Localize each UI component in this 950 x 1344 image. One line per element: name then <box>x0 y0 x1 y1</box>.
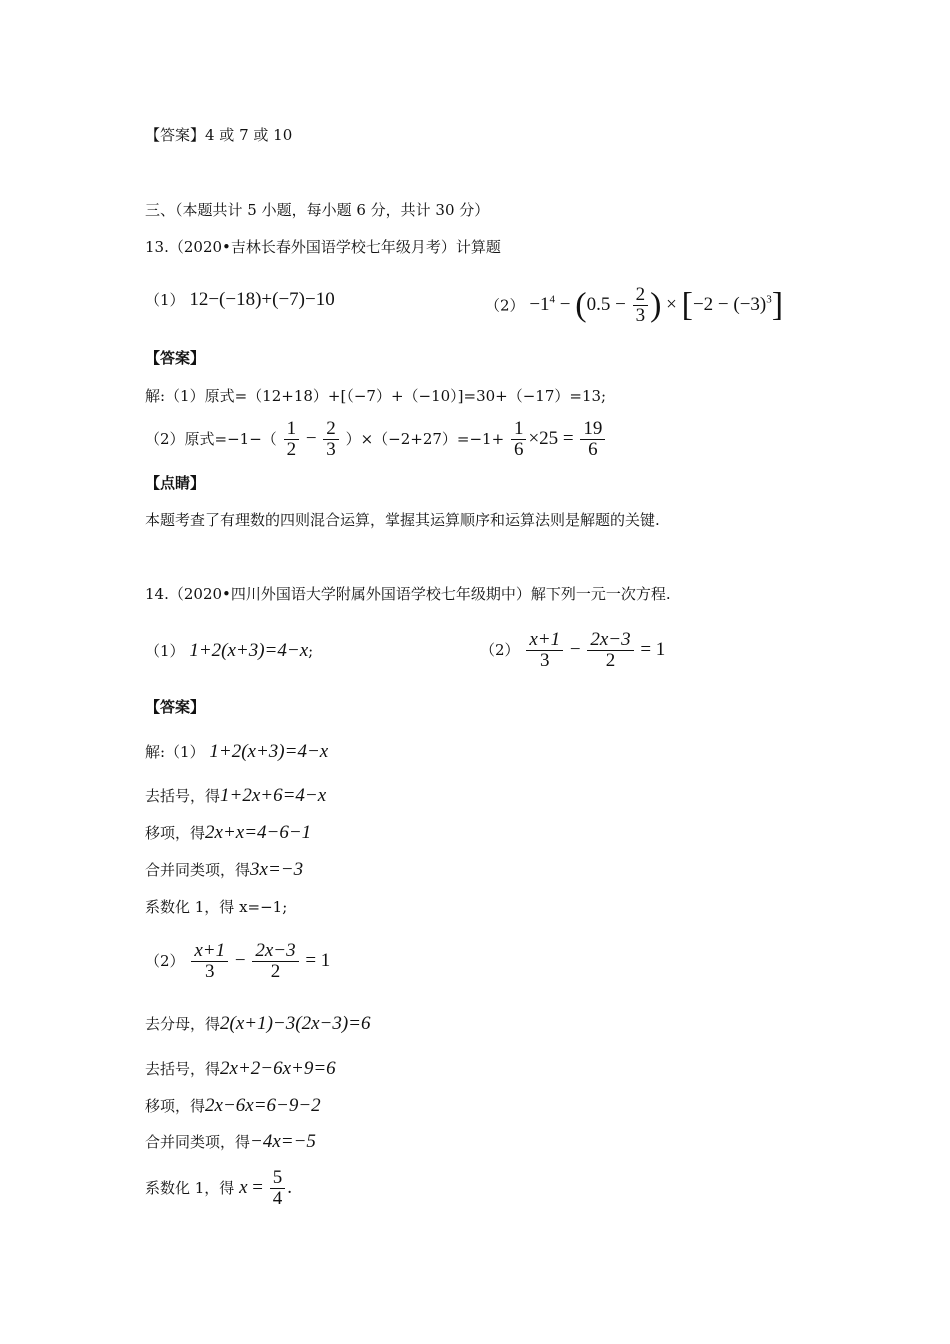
q14-step-5: 系数化 1，得 x=−1; <box>145 898 288 916</box>
q14-part2-step-3: 移项，得2x−6x=6−9−2 <box>145 1095 321 1116</box>
q14-part2-step-1: 去分母，得2(x+1)−3(2x−3)=6 <box>145 1013 371 1034</box>
q13-part2 <box>485 278 783 327</box>
q13-dianjing-text: 本题考查了有理数的四则混合运算，掌握其运算顺序和运算法则是解题的关键. <box>145 511 660 529</box>
q14-step-4: 合并同类项，得3x=−3 <box>145 859 304 880</box>
q14-answer-heading: 【答案】 <box>145 698 206 716</box>
q13-part1-expr: 12−(−18)+(−7)−10 <box>189 289 335 310</box>
q14-step-1: 解:（1） 1+2(x+3)=4−x <box>145 741 329 762</box>
q13-part2-expr: $-1^4 - (0.5$ − $\frac{2}{3}$ ) × $[-2 - (-3)^3]$ <box>529 284 784 327</box>
q13-answer-heading: 【答案】 <box>145 349 206 367</box>
question-14-title: 14.（2020•四川外国语大学附属外国语学校七年级期中）解下列一元一次方程. <box>145 585 671 603</box>
q14-step-4-eq: 3x=−3 <box>250 859 304 880</box>
q13-solution-2: （2）原式=−1−（ $\frac{1}{2}$ − $\frac{2}{3}$ ）×（−2+27）=−1+ $\frac{1}{6}$ ×25 = $\frac{19}{6}$ <box>145 417 607 461</box>
q13-part1 <box>145 289 335 311</box>
q14-part2-step-3-eq: 2x−6x=6−9−2 <box>205 1095 321 1116</box>
q13-solution-2-prefix: （2）原式=−1−（ <box>145 430 277 448</box>
answer-line-12: 【答案】4 或 7 或 10 <box>145 126 293 144</box>
q13-solution-2-mid: ）×（−2+27）=−1+ <box>345 430 505 448</box>
q14-part1: （1） 1+2(x+3)=4−x; <box>145 640 314 661</box>
q14-step-1-eq: 1+2(x+3)=4−x <box>209 741 329 762</box>
q14-part2-step-2: 去括号，得2x+2−6x+9=6 <box>145 1058 336 1079</box>
q14-part2-step-4-eq: −4x=−5 <box>250 1131 316 1152</box>
q14-part2-step-1-eq: 2(x+1)−3(2x−3)=6 <box>220 1013 371 1034</box>
q14-step-3-eq: 2x+x=4−6−1 <box>205 822 312 843</box>
q14-part2-step-4: 合并同类项，得−4x=−5 <box>145 1131 316 1152</box>
q14-part1-label: （1） <box>145 642 185 660</box>
q14-step-2-eq: 1+2x+6=4−x <box>220 785 327 806</box>
q14-part2-step-5: 系数化 1，得 x = $\frac{5}{4}$ . <box>145 1167 292 1210</box>
section-three-heading: 三、（本题共计 5 小题，每小题 6 分，共计 30 分） <box>145 201 490 219</box>
q13-dianjing-heading: 【点睛】 <box>145 474 206 492</box>
q14-step-3: 移项，得2x+x=4−6−1 <box>145 822 312 843</box>
q14-part2-label: （2） <box>480 641 520 659</box>
q13-part2-label: （2） <box>485 296 525 315</box>
q14-step-2: 去括号，得1+2x+6=4−x <box>145 785 327 806</box>
q14-part2-step-2-eq: 2x+2−6x+9=6 <box>220 1058 336 1079</box>
q13-solution-1: 解:（1）原式=（12+18）+[（−7）+（−10）]=30+（−17）=13; <box>145 387 607 405</box>
q13-part1-label: （1） <box>145 291 185 309</box>
q14-part2-restated: （2） $\frac{x+1}{3}$ − $\frac{2x-3}{2}$ = 1 <box>145 940 331 983</box>
question-13-title: 13.（2020•吉林长春外国语学校七年级月考）计算题 <box>145 238 501 256</box>
q14-part1-eq: 1+2(x+3)=4−x <box>189 640 309 661</box>
q14-part2: （2） $\frac{x+1}{3}$ − $\frac{2x-3}{2}$ = 1 <box>480 629 666 672</box>
